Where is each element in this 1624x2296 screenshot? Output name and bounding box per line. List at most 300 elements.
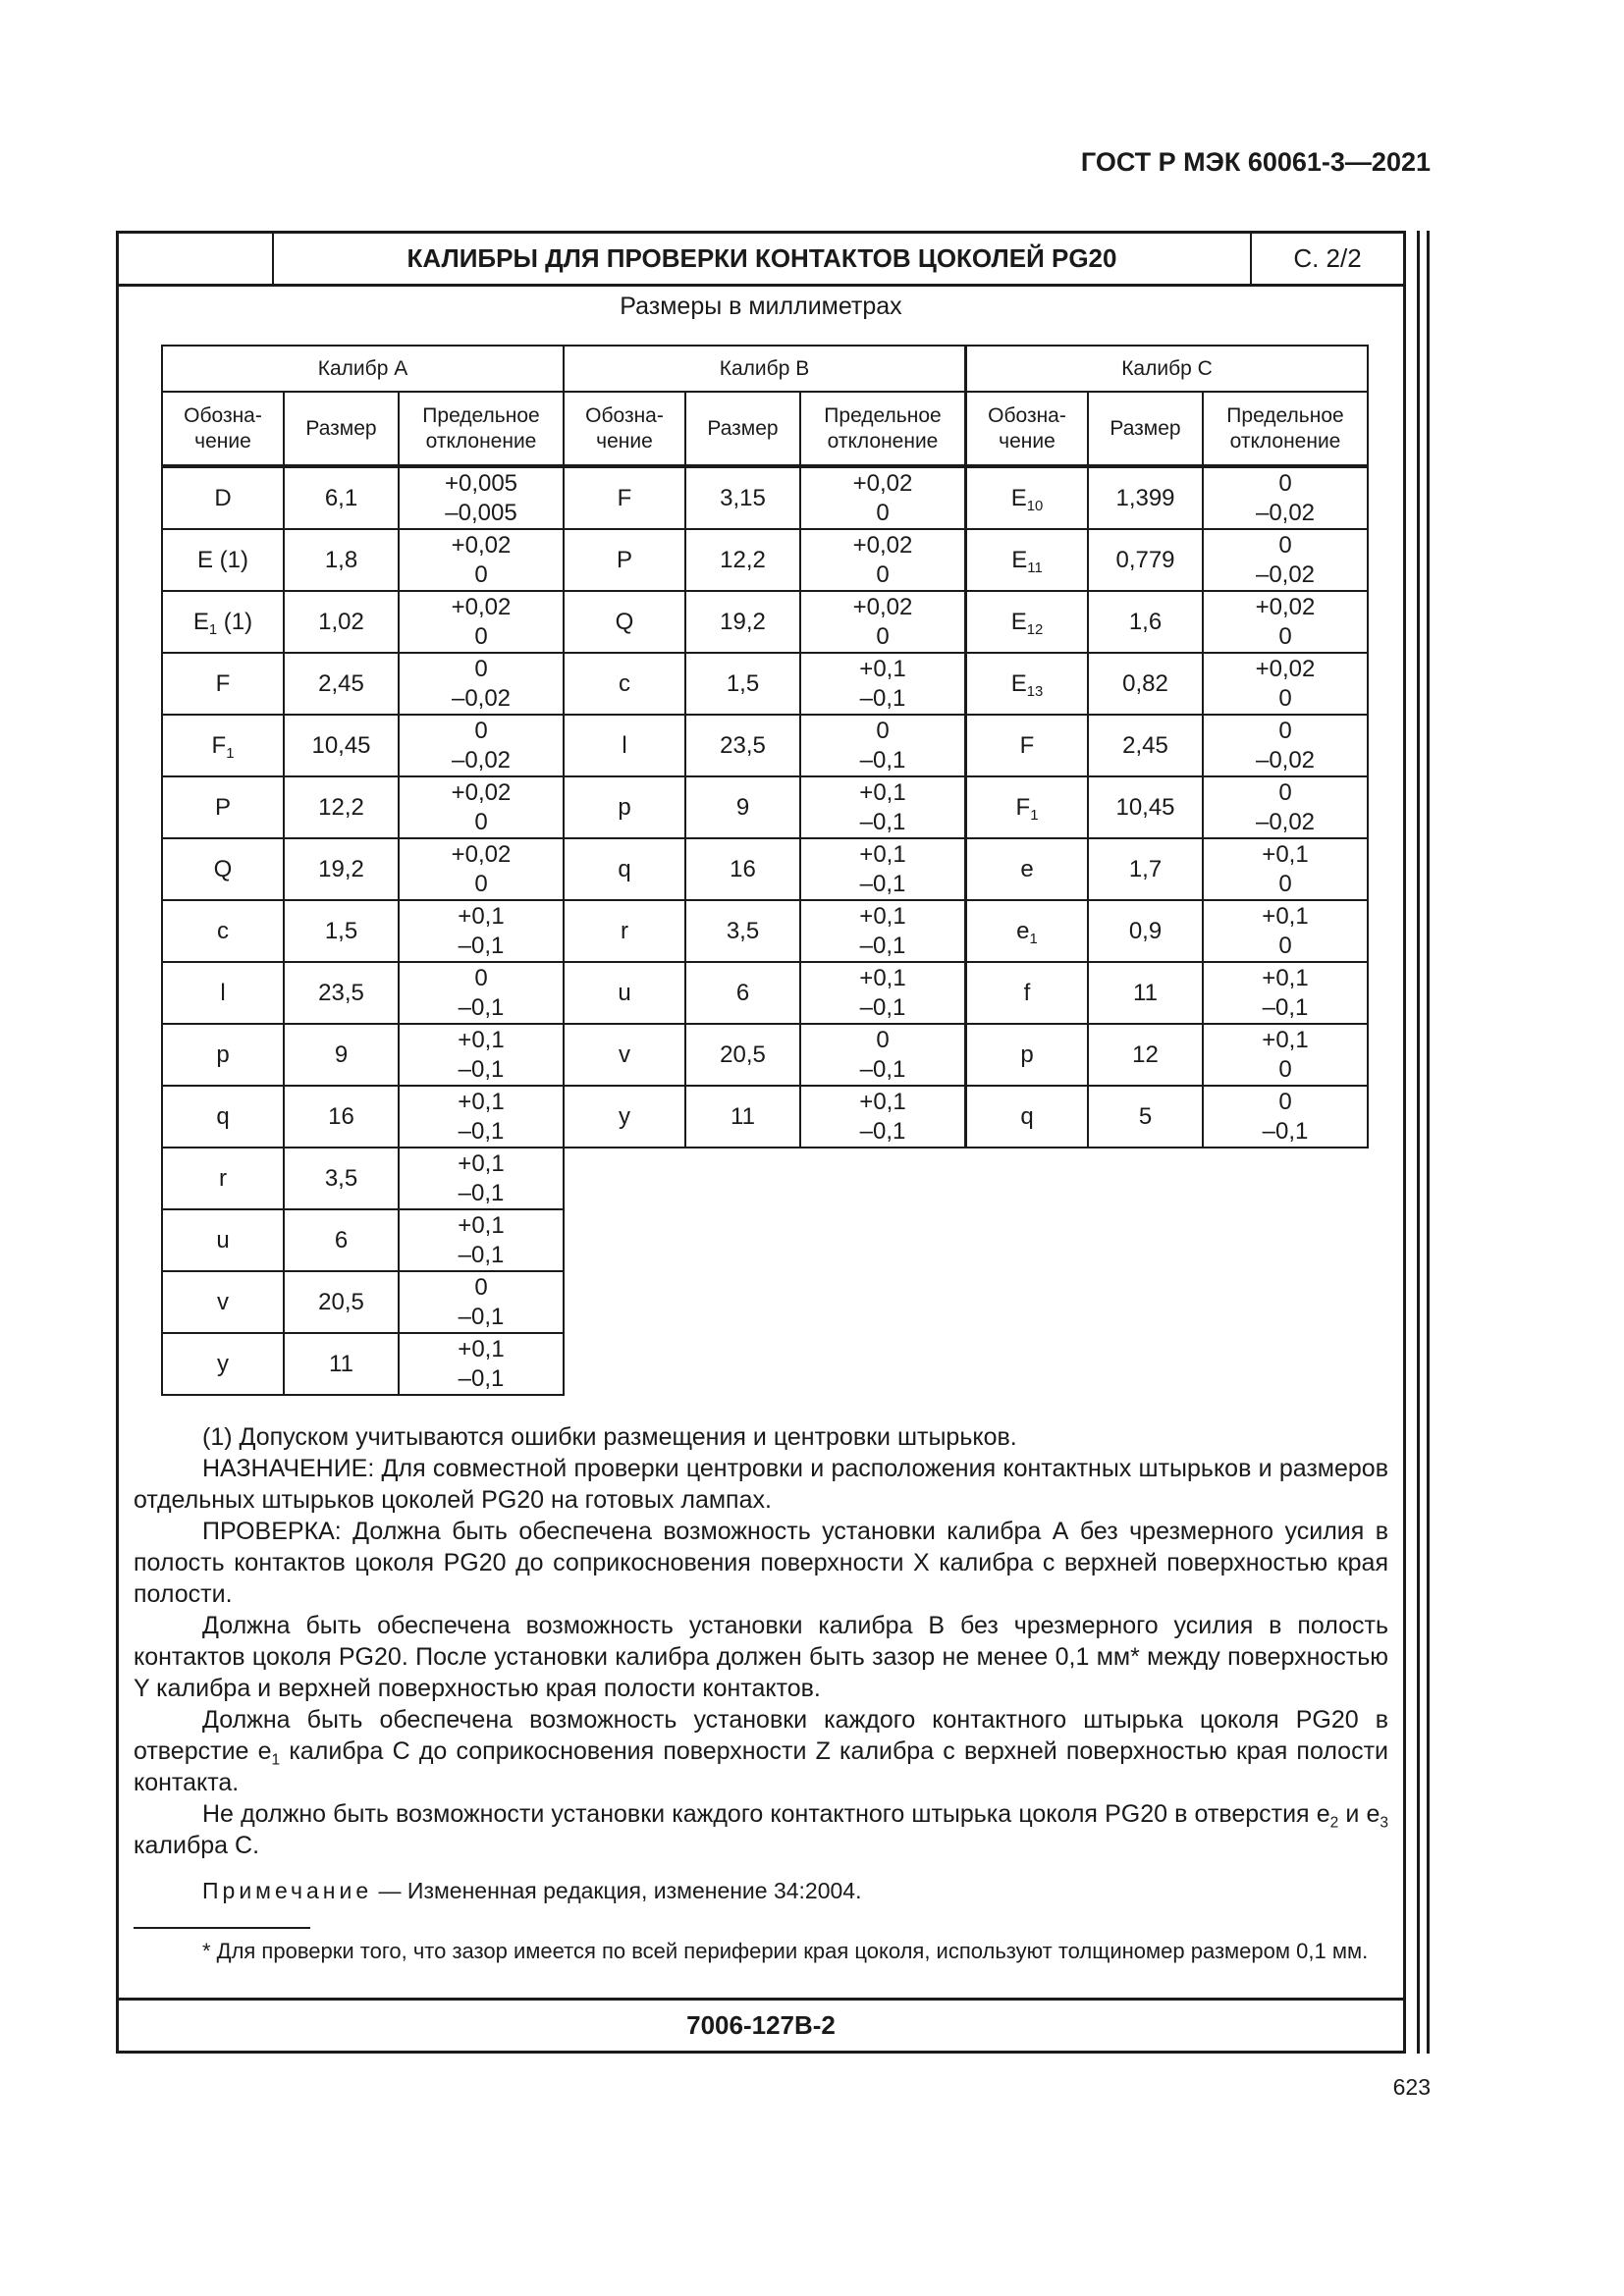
table-row — [564, 900, 965, 962]
tolerance-lower: –0,02 — [451, 746, 512, 774]
tolerance-cell — [399, 776, 564, 838]
tolerance-cell — [1203, 529, 1368, 591]
designation-cell — [564, 1024, 685, 1086]
designation-cell — [966, 838, 1088, 900]
size-cell: 1,5 — [685, 653, 800, 715]
tolerance-upper: 0 — [876, 717, 890, 744]
designation-note-ref: (1) — [213, 546, 248, 573]
tolerance-lower: 0 — [876, 499, 890, 526]
designation-symbol: v — [217, 1288, 229, 1315]
designation-symbol: p — [618, 793, 631, 821]
tolerance-lower: 0 — [474, 870, 488, 897]
size-cell: 1,8 — [284, 529, 399, 591]
tolerance-lower: –0,02 — [451, 684, 512, 712]
designation-cell — [162, 1209, 284, 1271]
designation-symbol: E — [196, 546, 213, 573]
table-row — [162, 1209, 564, 1271]
tolerance-cell — [1203, 1024, 1368, 1086]
tolerance-upper: 0 — [1278, 1088, 1292, 1115]
size-cell: 1,7 — [1088, 838, 1203, 900]
tolerance-upper: +0,005 — [444, 469, 518, 497]
designation-cell — [564, 962, 685, 1024]
tolerance-cell — [800, 466, 965, 529]
size-cell: 16 — [284, 1086, 399, 1148]
tolerance-upper: 0 — [474, 964, 488, 991]
table-row — [162, 1024, 564, 1086]
tolerance-cell — [1203, 900, 1368, 962]
tolerance-upper: 0 — [876, 1026, 890, 1053]
designation-symbol: p — [216, 1041, 230, 1068]
tolerance-lower: –0,1 — [859, 993, 906, 1021]
designation-symbol: E — [1011, 546, 1028, 573]
designation-symbol: c — [217, 917, 229, 944]
designation-symbol: P — [214, 793, 231, 821]
column-header — [1088, 392, 1203, 466]
tolerance-upper: +0,02 — [451, 531, 512, 559]
tolerance-upper: +0,1 — [458, 1088, 505, 1115]
sheet-frame — [116, 231, 1406, 2054]
size-cell: 2,45 — [1088, 715, 1203, 776]
designation-symbol: q — [1020, 1102, 1034, 1130]
gauge-name: Калибр С — [966, 346, 1368, 392]
remark-text: — Измененная редакция, изменение 34:2004. — [372, 1878, 862, 1903]
frame-side-line — [1417, 231, 1420, 2054]
designation-cell — [162, 653, 284, 715]
size-cell: 3,5 — [284, 1148, 399, 1209]
designation-cell — [162, 529, 284, 591]
tolerance-cell — [399, 1209, 564, 1271]
tolerance-cell — [800, 776, 965, 838]
designation-symbol: u — [216, 1226, 230, 1254]
note-paragraph: (1) Допуском учитываются ошибки размещения и центровки штырьков. — [202, 1423, 1017, 1451]
designation-symbol: l — [622, 731, 627, 759]
size-cell: 19,2 — [284, 838, 399, 900]
designation-cell — [966, 715, 1088, 776]
size-cell: 16 — [685, 838, 800, 900]
column-header — [685, 392, 800, 466]
footnote-rule — [134, 1927, 310, 1929]
tolerance-upper: +0,1 — [1262, 840, 1309, 868]
table-row — [966, 962, 1368, 1024]
designation-symbol: E — [1010, 669, 1027, 697]
tolerance-lower: 0 — [1278, 622, 1292, 650]
designation-cell — [162, 838, 284, 900]
designation-cell — [162, 1086, 284, 1148]
header-blank-cell — [119, 234, 274, 284]
designation-symbol: E — [192, 608, 209, 635]
size-cell: 0,82 — [1088, 653, 1203, 715]
column-header-line: чение — [999, 429, 1056, 453]
designation-cell — [564, 466, 685, 529]
table-row — [564, 591, 965, 653]
tolerance-upper: +0,02 — [852, 593, 913, 620]
designation-symbol: y — [217, 1350, 229, 1377]
tolerance-lower: –0,1 — [859, 746, 906, 774]
designation-symbol: F — [617, 484, 632, 511]
designation-cell — [564, 653, 685, 715]
designation-symbol: q — [216, 1102, 230, 1130]
tolerance-upper: +0,1 — [458, 1026, 505, 1053]
column-header-line: отклонение — [827, 429, 939, 453]
tolerance-lower: 0 — [1278, 932, 1292, 959]
tolerance-cell — [1203, 838, 1368, 900]
column-header — [800, 392, 965, 466]
tolerance-cell — [399, 1333, 564, 1395]
table-row — [966, 591, 1368, 653]
table-row — [162, 838, 564, 900]
tolerance-lower: –0,1 — [458, 1179, 505, 1206]
designation-symbol: c — [619, 669, 630, 697]
size-cell: 9 — [685, 776, 800, 838]
standard-code: ГОСТ Р МЭК 60061-3—2021 — [1080, 147, 1431, 177]
tolerance-upper: +0,1 — [859, 1088, 906, 1115]
tolerance-lower: –0,1 — [458, 1241, 505, 1268]
tolerance-lower: –0,005 — [445, 499, 517, 526]
designation-symbol: v — [619, 1041, 630, 1068]
designation-symbol: E — [1010, 608, 1027, 635]
tolerance-cell — [399, 1148, 564, 1209]
designation-symbol: E — [1010, 484, 1027, 511]
note-paragraph: ПРОВЕРКА: Должна быть обеспечена возможность установки калибра А без чрезмерного усилия в полость контактов цоколя PG20 до соприкосновения поверхности X калибра с верхней поверхностью края полости. — [134, 1518, 1388, 1608]
tolerance-upper: +0,1 — [859, 778, 906, 806]
tolerance-cell — [399, 466, 564, 529]
tolerance-cell — [800, 715, 965, 776]
designation-symbol: f — [1023, 979, 1031, 1006]
note-paragraph: Не должно быть возможности установки каждого контактного штырька цоколя PG20 в отверстия $e_2$ и $e_3$ калибра С. — [134, 1800, 1388, 1859]
designation-subscript: 1 — [1030, 807, 1039, 824]
tolerance-upper: 0 — [474, 655, 488, 682]
designation-cell — [162, 900, 284, 962]
size-cell: 9 — [284, 1024, 399, 1086]
designation-cell — [162, 1148, 284, 1209]
tolerance-lower: 0 — [876, 561, 890, 588]
tolerance-upper: +0,1 — [1262, 1026, 1309, 1053]
size-cell: 6 — [284, 1209, 399, 1271]
table-row — [564, 529, 965, 591]
footnote: * Для проверки того, что зазор имеется по всей периферии края цоколя, используют толщиномер размером 0,1 мм. — [202, 1939, 1369, 1963]
designation-cell — [966, 962, 1088, 1024]
tolerance-lower: 0 — [474, 808, 488, 835]
designation-subscript: 1 — [208, 621, 218, 638]
notes-block — [134, 1421, 1388, 1861]
designation-cell — [564, 1086, 685, 1148]
table-row — [564, 715, 965, 776]
tolerance-lower: –0,1 — [1262, 1117, 1309, 1145]
tolerance-cell — [800, 900, 965, 962]
table-row — [966, 1024, 1368, 1086]
table-row — [564, 962, 965, 1024]
tolerance-lower: –0,1 — [458, 932, 505, 959]
tolerance-cell — [399, 838, 564, 900]
gauge-name: Калибр А — [162, 346, 564, 392]
tolerance-lower: –0,1 — [458, 1117, 505, 1145]
designation-cell — [966, 1086, 1088, 1148]
designation-cell — [162, 962, 284, 1024]
column-header-line: Обозна- — [184, 403, 262, 427]
tolerance-cell — [1203, 962, 1368, 1024]
column-header — [162, 392, 284, 466]
designation-symbol: r — [621, 917, 628, 944]
size-cell: 12,2 — [284, 776, 399, 838]
designation-cell — [162, 1333, 284, 1395]
frame-side-line — [1427, 231, 1430, 2054]
remark — [202, 1878, 862, 1904]
designation-subscript: 13 — [1026, 683, 1044, 700]
tolerance-lower: –0,02 — [1255, 746, 1316, 774]
size-cell: 1,02 — [284, 591, 399, 653]
tolerance-lower: –0,1 — [859, 932, 906, 959]
remark-label: Примечание — [202, 1878, 373, 1903]
tolerance-lower: 0 — [876, 622, 890, 650]
size-cell: 20,5 — [284, 1271, 399, 1333]
tolerance-upper: 0 — [474, 717, 488, 744]
tolerance-upper: +0,1 — [859, 840, 906, 868]
designation-symbol: F — [211, 731, 227, 759]
tolerance-lower: –0,1 — [859, 870, 906, 897]
note-paragraph: НАЗНАЧЕНИЕ: Для совместной проверки центровки и расположения контактных штырьков и размеров отдельных штырьков цоколей PG20 на готовых лампах. — [134, 1455, 1388, 1514]
tolerance-cell — [399, 1024, 564, 1086]
designation-symbol: Q — [213, 855, 233, 882]
table-row — [564, 838, 965, 900]
designation-symbol: u — [618, 979, 631, 1006]
page-number: 623 — [1392, 2074, 1431, 2100]
designation-symbol: Q — [615, 608, 634, 635]
column-header — [966, 392, 1088, 466]
designation-cell — [966, 653, 1088, 715]
note-paragraph: Должна быть обеспечена возможность установки каждого контактного штырька цоколя PG20 в отверстие $e_1$ калибра С до соприкосновения поверхности Z калибра с верхней поверхностью края полости контакта. — [134, 1706, 1388, 1796]
tolerance-upper: +0,1 — [1262, 964, 1309, 991]
designation-symbol: p — [1020, 1041, 1034, 1068]
tolerance-cell — [800, 653, 965, 715]
designation-symbol: r — [219, 1164, 227, 1192]
gauge-a-table — [161, 345, 565, 1396]
tolerance-lower: –0,1 — [458, 1055, 505, 1083]
tolerance-cell — [800, 591, 965, 653]
tolerance-upper: 0 — [1278, 717, 1292, 744]
designation-cell — [966, 466, 1088, 529]
column-header-line: Размер — [707, 416, 779, 440]
size-cell: 2,45 — [284, 653, 399, 715]
table-row — [162, 962, 564, 1024]
designation-symbol: e — [1020, 855, 1034, 882]
size-cell: 3,15 — [685, 466, 800, 529]
sheet-footer: 7006-127В-2 — [119, 1998, 1403, 2051]
designation-subscript: 1 — [1029, 931, 1038, 947]
size-cell: 23,5 — [284, 962, 399, 1024]
tolerance-upper: +0,02 — [1255, 593, 1316, 620]
table-row — [564, 1086, 965, 1148]
tolerance-upper: +0,02 — [852, 531, 913, 559]
designation-subscript: 12 — [1026, 621, 1044, 638]
tolerance-cell — [399, 529, 564, 591]
designation-cell — [966, 900, 1088, 962]
designation-note-ref: (1) — [217, 608, 253, 635]
table-row — [966, 776, 1368, 838]
tolerance-lower: 0 — [1278, 870, 1292, 897]
table-row — [966, 715, 1368, 776]
table-row — [162, 1271, 564, 1333]
tolerance-cell — [800, 1086, 965, 1148]
tolerance-lower: –0,1 — [859, 1117, 906, 1145]
tolerance-cell — [399, 1271, 564, 1333]
sheet-header — [119, 234, 1403, 287]
table-row — [564, 776, 965, 838]
tolerance-lower: –0,1 — [458, 993, 505, 1021]
tolerance-cell — [800, 529, 965, 591]
size-cell: 5 — [1088, 1086, 1203, 1148]
column-header-line: Предельное — [824, 403, 942, 427]
tolerance-upper: +0,1 — [859, 964, 906, 991]
tolerance-upper: 0 — [1278, 778, 1292, 806]
designation-cell — [162, 591, 284, 653]
table-row — [162, 900, 564, 962]
tolerance-lower: –0,02 — [1255, 808, 1316, 835]
size-cell: 1,6 — [1088, 591, 1203, 653]
designation-cell — [966, 776, 1088, 838]
tolerance-lower: –0,1 — [859, 684, 906, 712]
tolerance-cell — [1203, 1086, 1368, 1148]
column-header-line: отклонение — [1229, 429, 1341, 453]
tolerance-upper: +0,1 — [458, 1211, 505, 1239]
column-header — [284, 392, 399, 466]
designation-cell — [966, 591, 1088, 653]
table-row — [966, 653, 1368, 715]
tolerance-upper: +0,02 — [852, 469, 913, 497]
sheet-number: С. 2/2 — [1250, 234, 1403, 284]
table-row — [162, 1086, 564, 1148]
size-cell: 12,2 — [685, 529, 800, 591]
table-row — [966, 838, 1368, 900]
size-cell: 10,45 — [1088, 776, 1203, 838]
tolerance-upper: 0 — [1278, 531, 1292, 559]
table-row — [162, 466, 564, 529]
designation-subscript: 10 — [1026, 498, 1044, 514]
tolerance-lower: –0,02 — [1255, 499, 1316, 526]
column-header-line: чение — [596, 429, 653, 453]
designation-cell — [564, 715, 685, 776]
table-row — [564, 653, 965, 715]
tolerance-cell — [1203, 591, 1368, 653]
designation-cell — [162, 466, 284, 529]
table-row — [564, 466, 965, 529]
tolerance-cell — [1203, 466, 1368, 529]
column-header-line: отклонение — [425, 429, 537, 453]
sheet-title: КАЛИБРЫ ДЛЯ ПРОВЕРКИ КОНТАКТОВ ЦОКОЛЕЙ PG20 — [406, 243, 1117, 273]
column-header-line: Размер — [305, 416, 377, 440]
table-row — [966, 529, 1368, 591]
tolerance-cell — [399, 962, 564, 1024]
size-cell: 11 — [1088, 962, 1203, 1024]
table-row — [162, 653, 564, 715]
column-header — [564, 392, 685, 466]
designation-cell — [162, 715, 284, 776]
designation-cell — [564, 838, 685, 900]
tolerance-upper: +0,02 — [451, 593, 512, 620]
tolerance-upper: +0,02 — [1255, 655, 1316, 682]
designation-symbol: q — [618, 855, 631, 882]
note-paragraph: Должна быть обеспечена возможность установки калибра В без чрезмерного усилия в полость контактов цоколя PG20. После установки калибра должен быть зазор не менее 0,1 мм* между поверхностью Y калибра и верхней поверхностью края полости контактов. — [134, 1612, 1388, 1702]
designation-subscript: 1 — [226, 745, 235, 762]
size-cell: 11 — [685, 1086, 800, 1148]
tolerance-upper: +0,02 — [451, 778, 512, 806]
table-row — [966, 900, 1368, 962]
tolerance-upper: 0 — [1278, 469, 1292, 497]
column-header-line: Размер — [1110, 416, 1181, 440]
designation-symbol: D — [214, 484, 232, 511]
designation-symbol: F — [1015, 793, 1031, 821]
size-cell: 0,9 — [1088, 900, 1203, 962]
table-row — [162, 1333, 564, 1395]
designation-symbol: y — [619, 1102, 630, 1130]
designation-symbol: P — [616, 546, 632, 573]
designation-cell — [564, 900, 685, 962]
size-cell: 6,1 — [284, 466, 399, 529]
table-row — [966, 466, 1368, 529]
table-row — [162, 776, 564, 838]
size-cell: 10,45 — [284, 715, 399, 776]
table-row — [564, 1024, 965, 1086]
designation-cell — [966, 529, 1088, 591]
tolerance-lower: –0,1 — [859, 808, 906, 835]
units-caption: Размеры в миллиметрах — [620, 293, 902, 320]
gauge-c-table — [965, 345, 1369, 1148]
tolerance-lower: 0 — [1278, 1055, 1292, 1083]
table-row — [162, 1148, 564, 1209]
tolerance-cell — [399, 900, 564, 962]
size-cell: 23,5 — [685, 715, 800, 776]
size-cell: 1,399 — [1088, 466, 1203, 529]
designation-symbol: F — [215, 669, 231, 697]
tolerance-lower: 0 — [474, 622, 488, 650]
tolerance-cell — [800, 962, 965, 1024]
designation-cell — [162, 1271, 284, 1333]
tolerance-cell — [1203, 715, 1368, 776]
tolerance-cell — [399, 1086, 564, 1148]
tolerance-cell — [1203, 776, 1368, 838]
tolerance-lower: 0 — [1278, 684, 1292, 712]
designation-cell — [162, 1024, 284, 1086]
tolerance-cell — [800, 1024, 965, 1086]
size-cell: 3,5 — [685, 900, 800, 962]
gauge-b-table — [563, 345, 966, 1148]
tolerance-cell — [399, 715, 564, 776]
tolerance-cell — [399, 591, 564, 653]
size-cell: 0,779 — [1088, 529, 1203, 591]
tolerance-cell — [399, 653, 564, 715]
gauge-name: Калибр В — [564, 346, 965, 392]
size-cell: 20,5 — [685, 1024, 800, 1086]
tolerance-upper: 0 — [474, 1273, 488, 1301]
tolerance-upper: +0,1 — [1262, 902, 1309, 930]
designation-cell — [966, 1024, 1088, 1086]
size-cell: 6 — [685, 962, 800, 1024]
table-row — [162, 591, 564, 653]
size-cell: 19,2 — [685, 591, 800, 653]
tolerance-upper: +0,1 — [458, 1149, 505, 1177]
size-cell: 11 — [284, 1333, 399, 1395]
tolerance-lower: –0,02 — [1255, 561, 1316, 588]
designation-symbol: e — [1016, 917, 1030, 944]
tolerance-lower: 0 — [474, 561, 488, 588]
designation-symbol: F — [1019, 731, 1035, 759]
tolerance-upper: +0,1 — [859, 655, 906, 682]
designation-cell — [564, 776, 685, 838]
tolerance-lower: –0,1 — [1262, 993, 1309, 1021]
size-cell: 12 — [1088, 1024, 1203, 1086]
table-row — [162, 529, 564, 591]
tolerance-lower: –0,1 — [859, 1055, 906, 1083]
size-cell: 1,5 — [284, 900, 399, 962]
